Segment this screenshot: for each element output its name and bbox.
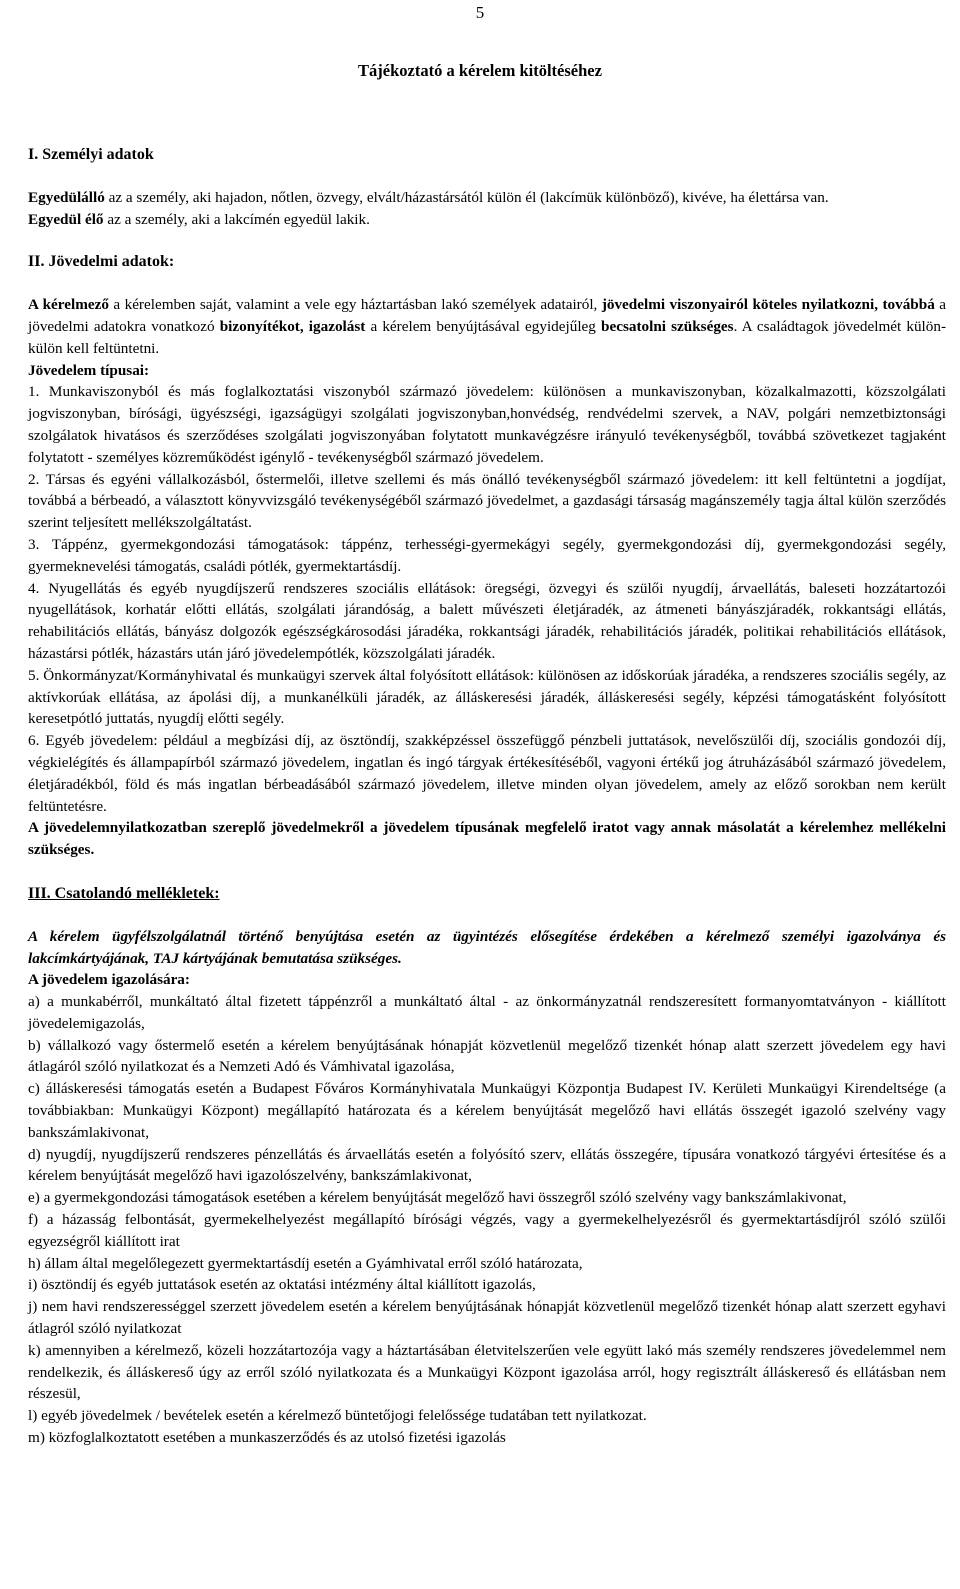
section-heading-attachments: III. Csatolandó mellékletek: <box>28 884 220 902</box>
income-type-item: 2. Társas és egyéni vállalkozásból, őstermelői, illetve szellemi és más önálló tevékenységből származó jövedelem: itt kell feltüntetni a jogdíjat, továbbá a bérbeadó, a választott könyvvizsgáló tevékenységéből származó jövedelmet, a gazdasági társaság magánszemély tagja által külön szerződés szerint teljesített mellékszolgáltatást. <box>28 470 946 532</box>
attachment-item: d) nyugdíj, nyugdíjszerű rendszeres pénzellátás és árvaellátás esetén a folyósító szerv, ellátás összegére, típusára vonatkozó tárgyévi értesítése és a kérelem benyújtását megelőző havi igazolószelvény, bankszámlakivonat, <box>28 1145 946 1185</box>
income-type-item: 4. Nyugellátás és egyéb nyugdíjszerű rendszeres szociális ellátások: öregségi, özvegyi és szülői nyugdíj, árvaellátás, baleseti hozzátartozói nyugellátások, korhatár előtti ellátás, szolgálati járandóság, a balett művészeti életjáradék, az átmeneti bányászjáradék, rokkantsági ellátás, rehabilitációs ellátás, bányász dolgozók egészségkárosodási járadéka, rokkantsági járadék, rehabilitációs járadék, politikai rehabilitációs ellátások, házastársi pótlék, házastárs után járó jövedelempótlék, közszolgálati járadék. <box>28 579 946 662</box>
attachment-item: a) a munkabérről, munkáltató által fizetett táppénzről a munkáltató által - az önkormányzatnál rendszeresített formanyomtatványon - kiállított jövedelemigazolás, <box>28 993 946 1032</box>
income-type-item: 1. Munkaviszonyból és más foglalkoztatási viszonyból származó jövedelem: különösen a munkaviszonyban, közalkalmazotti, közszolgálati jogviszonyban, bírósági, ügyészségi, igazságügyi szolgálati jogviszonyban,honvédség, rendvédelmi szervek, a NAV, polgári nemzetbiztonsági szolgálatok hivatásos és szerződéses szolgálati jogviszonyában folytatott munkavégzésre irányuló tevékenységből, továbbá szövetkezet tagjaként folytatott - személyes közreműködést igénylő - tevékenységből származó jövedelem. <box>28 383 946 466</box>
income-type-item: 3. Táppénz, gyermekgondozási támogatások: táppénz, terhességi-gyermekágyi segély, gyermekgondozási díj, gyermekgondozási segély, gyermeknevelési támogatás, családi pótlék, gyermektartásdíj. <box>28 535 946 575</box>
attachment-item: c) álláskeresési támogatás esetén a Budapest Főváros Kormányhivatala Munkaügyi Központja Budapest IV. Kerületi Munkaügyi Kirendeltsége (a továbbiakban: Munkaügyi Központ) megállapító határozata és a kérelem benyújtását megelőző havi ellátás összegét igazoló szelvény vagy bankszámlakivonat, <box>28 1080 946 1141</box>
attachment-item: b) vállalkozó vagy őstermelő esetén a kérelem benyújtásának hónapját közvetlenül megelőző tizenkét hónap alatt szerzett jövedelem egy havi átlagáról szóló nyilatkozat és a Nemzeti Adó és Vámhivatal igazolása, <box>28 1036 946 1076</box>
proof-heading: A jövedelem igazolására: <box>28 971 190 989</box>
document-title: Tájékoztató a kérelem kitöltéséhez <box>358 61 602 80</box>
attachment-item: e) a gyermekgondozási támogatások esetében a kérelem benyújtását megelőző havi összegről szóló szelvény vagy bankszámlakivonat, <box>28 1189 847 1207</box>
income-type-item: 6. Egyéb jövedelem: például a megbízási díj, az ösztöndíj, szakképzéssel összefüggő pénzbeli juttatások, nevelőszülői díj, szociális gondozói díj, végkielégítés és állampapírból származó jövedelem, ingatlan és ingó tárgyak értékesítéséből, vagyoni értékű jog átruházásából származó jövedelem, életjáradékból, föld és más ingatlan bérbeadásából származó jövedelem, illetve minden olyan jövedelem, amely az előző sorokban nem került feltüntetésre. <box>28 732 946 815</box>
attachment-item: j) nem havi rendszerességgel szerzett jövedelem esetén a kérelem benyújtásának hónapját közvetlenül megelőző tizenkét hónap alatt szerzett egyhavi átlagról szóló nyilatkozat <box>28 1298 946 1338</box>
income-types-heading: Jövedelem típusai: <box>28 361 150 379</box>
attachment-item: k) amennyiben a kérelmező, közeli hozzátartozója vagy a háztartásában életvitelszerűen vele együtt lakó más személy rendszeres jövedelemmel nem rendelkezik, és álláskereső úgy az erről szóló nyilatkozata és a Munkaügyi Központ igazolása arról, hogy regisztrált álláskereső és ellátásban nem részesül, <box>28 1341 946 1403</box>
section-heading-income: II. Jövedelmi adatok: <box>28 253 175 271</box>
term-single: Egyedülálló <box>28 188 105 206</box>
page-number: 5 <box>475 3 485 22</box>
paragraph-income-attachment-note: A jövedelemnyilatkozatban szereplő jövedelmekről a jövedelem típusának megfelelő iratot vagy annak másolatát a kérelemhez mellékelni szükséges. <box>28 819 946 859</box>
attachment-item: l) egyéb jövedelmek / bevételek esetén a kérelmező büntetőjogi felelőssége tudatában tett nyilatkozat. <box>28 1407 647 1425</box>
section-heading-personal: I. Személyi adatok <box>28 146 154 163</box>
paragraph-income-intro: A kérelmező a kérelemben saját, valamint a vele egy háztartásban lakó személyek adatairól, jövedelmi viszonyairól köteles nyilatkozni, továbbá a jövedelmi adatokra vonatkozó bizonyítékot, igazolást a kérelem benyújtásával egyidejűleg becsatolni szükséges. A családtagok jövedelmét külön-külön kell feltüntetni. <box>28 296 947 357</box>
paragraph-id-note: A kérelem ügyfélszolgálatnál történő benyújtása esetén az ügyintézés elősegítése érdekében a kérelmező személyi igazolványa és lakcímkártyájának, TAJ kártyájának bemutatása szükséges. <box>28 927 946 967</box>
attachment-item: m) közfoglalkoztatott esetében a munkaszerződés és az utolsó fizetési igazolás <box>28 1429 506 1447</box>
document-body <box>28 144 946 1449</box>
paragraph-single-definition: Egyedülálló az a személy, aki hajadon, nőtlen, özvegy, elvált/házastársától külön él (lakcímük különböző), kivéve, ha élettársa van. <box>28 188 829 206</box>
attachment-item: f) a házasság felbontását, gyermekelhelyezést megállapító bírósági végzés, vagy a gyermekelhelyezésről és gyermektartásdíjról szóló szülői egyezségről kiállított irat <box>28 1211 946 1250</box>
attachment-item: h) állam által megelőlegezett gyermektartásdíj esetén a Gyámhivatal erről szóló határozata, <box>28 1254 583 1272</box>
attachment-item: i) ösztöndíj és egyéb juttatások esetén az oktatási intézmény által kiállított igazolás, <box>28 1276 536 1294</box>
paragraph-living-alone-definition: Egyedül élő az a személy, aki a lakcímén egyedül lakik. <box>28 210 370 228</box>
term-living-alone: Egyedül élő <box>28 210 104 228</box>
income-type-item: 5. Önkormányzat/Kormányhivatal és munkaügyi szervek által folyósított ellátások: különösen az időskorúak járadéka, a rendszeres szociális segély, az aktívkorúak ellátása, az ápolási díj, a munkanélküli járadék, az álláskeresési járadék, álláskeresési segély, képzési támogatásként folyósított keresetpótló juttatás, nyugdíj előtti segély. <box>28 666 946 728</box>
